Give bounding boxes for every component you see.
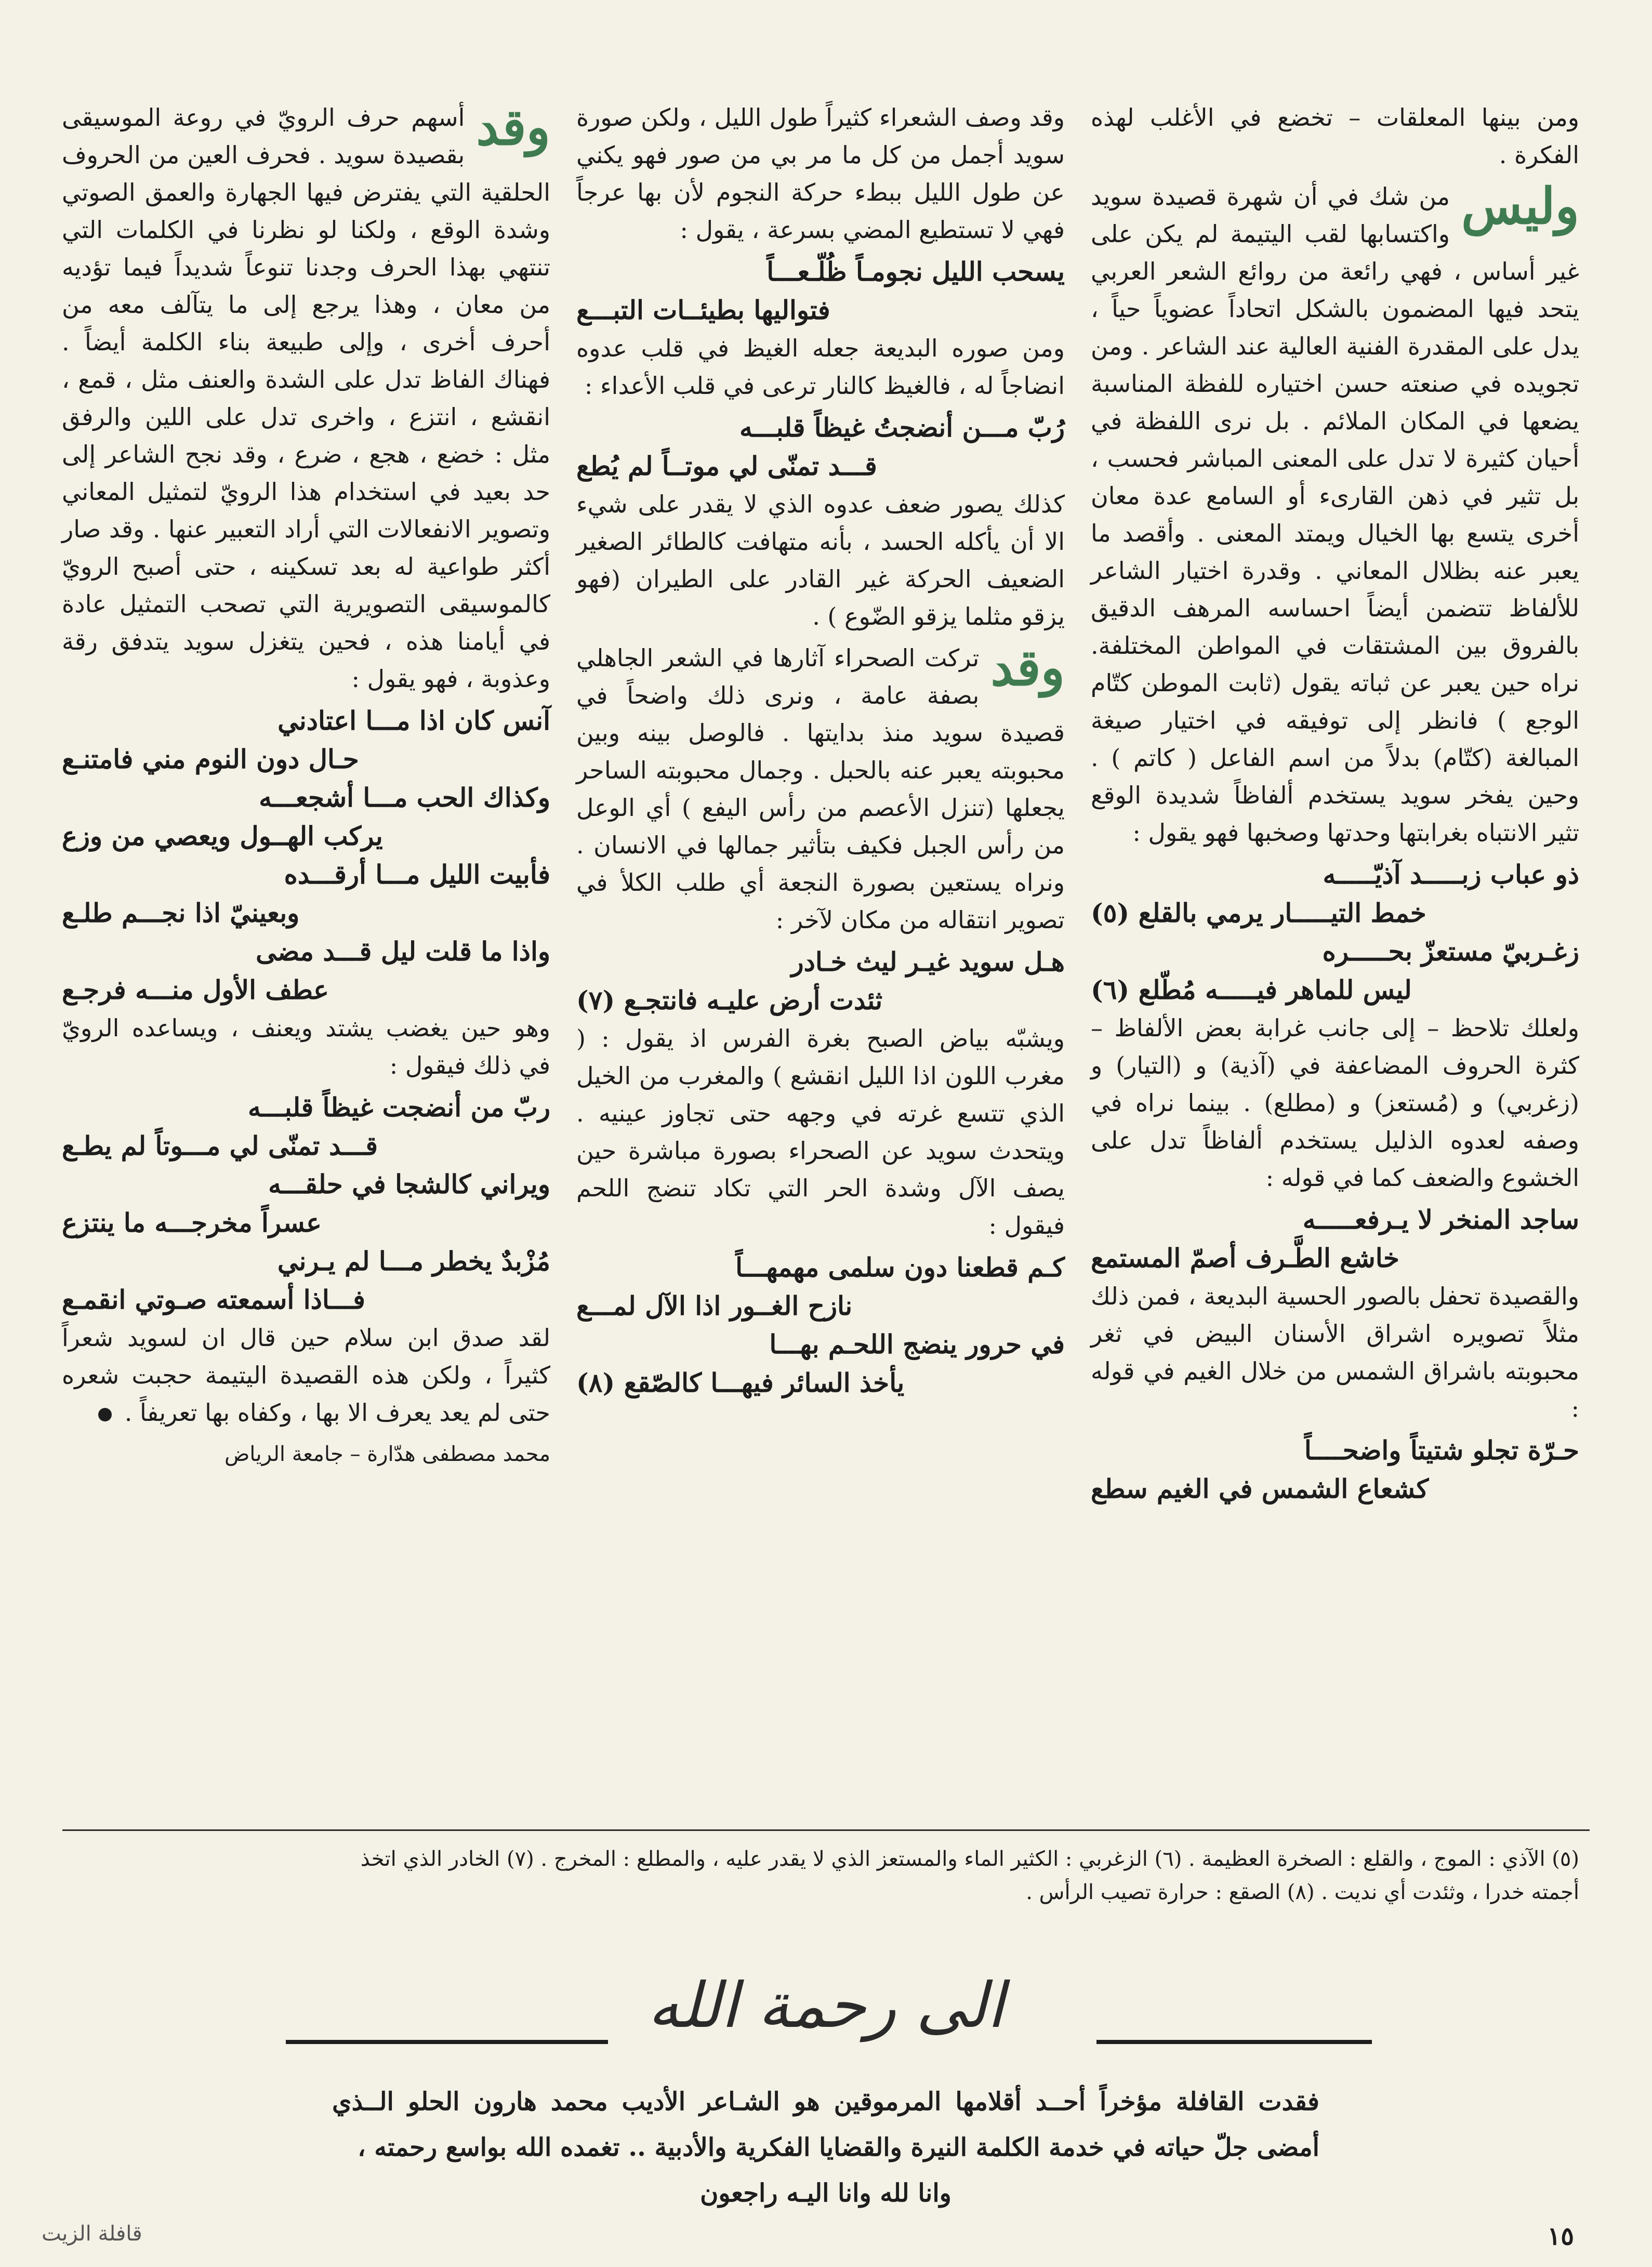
end-bullet-icon xyxy=(98,1408,112,1421)
obituary-rule-left xyxy=(286,2040,608,2044)
verse-block xyxy=(1091,855,1579,1009)
verse-block xyxy=(576,253,1065,329)
verse-block xyxy=(62,1088,550,1319)
footnote-line: (٥) الآذي : الموج ، والقلع : الصخرة العظيمة . (٦) الزغربي : الكثير الماء والمستعز الذي لا يقدر عليه ، والمطلع : المخرج . (٧) الخادر الذي اتخذ xyxy=(360,1847,1579,1871)
paragraph: ويشبّه بياض الصبح بغرة الفرس اذ يقول : ( مغرب اللون اذا الليل انقشع ) والمغرب من الخيل الذي تتسع غرته في وجهه حتى تجاوز عينيه . ويتحدث سويد عن الصحراء بصورة مباشرة حين يصف الآل وشدة الحر التي تكاد تنضج اللحم فيقول : xyxy=(576,1024,1065,1240)
column-right xyxy=(1091,99,1579,1508)
verse-hemistich-1: ذو عباب زبـــــد آذيّـــــه xyxy=(1323,859,1579,890)
verse-hemistich-2: يأخذ السائر فيهـــا كالصّقع (٨) xyxy=(576,1367,905,1398)
verse-hemistich-2: يركب الهــول ويعصي من وزع xyxy=(62,821,383,851)
footnote-line: أجمته خدرا ، وثئدت أي نديت . (٨) الصقع : حرارة تصيب الرأس . xyxy=(1026,1880,1579,1904)
verse-hemistich-2: كشعاع الشمس في الغيم سطع xyxy=(1091,1473,1429,1504)
verse-hemistich-1: وكذاك الحب مـــا أشجعـــه xyxy=(259,782,550,813)
drop-word: وقد xyxy=(476,98,550,156)
verse-hemistich-1: واذا ما قلت ليل قـــد مضى xyxy=(256,936,550,967)
verse-hemistich-1: يسحب الليل نجومـاً ظُلّـعـــاً xyxy=(766,256,1065,287)
obituary-rule-right xyxy=(1096,2040,1372,2044)
column-middle xyxy=(576,99,1065,1402)
paragraph: كذلك يصور ضعف عدوه الذي لا يقدر على شيء الا أن يأكله الحسد ، بأنه متهافت كالطائر الصغير الضعيف الحركة غير القادر على الطيران (فهو يزقو مثلما يزقو الضّوع ) . xyxy=(576,490,1065,630)
paragraph-text: لقد صدق ابن سلام حين قال ان لسويد شعراً كثيراً ، ولكن هذه القصيدة اليتيمة حجبت شعره حتى لم يعد يعرف الا بها ، وكفاه بها تعريفاً . xyxy=(62,1324,550,1427)
verse-hemistich-1: ويراني كالشجا في حلقـــه xyxy=(268,1169,550,1200)
paragraph: ومن صوره البديعة جعله الغيظ في قلب عدوه انضاجاً له ، فالغيظ كالنار ترعى في قلب الأعداء : xyxy=(576,334,1065,400)
paragraph xyxy=(62,99,550,697)
paragraph-text: من شك في أن شهرة قصيدة سويد واكتسابها لقب اليتيمة لم يكن على غير أساس ، فهي رائعة من روائع الشعر العربي يتحد فيها المضمون بالشكل اتحاداً عضوياً حياً ، يدل على المقدرة الفنية العالية عند الشاعر . ومن تجويده في صنعته حسن اختياره للفظة المناسبة يضعها في المكان الملائم . بل نرى اللفظة في أحيان كثيرة لا تدل على المعنى المباشر فحسب ، بل تثير في ذهن القارىء أو السامع عدة معان أخرى يتسع بها الخيال ويمتد المعنى . وأقصد ما يعبر عنه بظلال المعاني . وقدرة اختيار الشاعر للألفاظ تتضمن أيضاً احساسه المرهف الدقيق بالفروق بين المشتقات في المواطن المختلفة. نراه حين يعبر عن ثباته يقول (ثابت الموطن كتّام الوجع ) فانظر إلى توفيقه في اختيار صيغة المبالغة (كتّام) بدلاً من اسم الفاعل ( كاتم ) . وحين يفخر سويد يستخدم ألفاظاً شديدة الوقع تثير الانتباه بغرابتها وحدتها وصخبها فهو يقول : xyxy=(1091,182,1579,847)
drop-word: وليس xyxy=(1461,177,1579,235)
verse-block xyxy=(1091,1201,1579,1277)
verse-hemistich-1: ساجد المنخر لا يـرفعـــــه xyxy=(1302,1204,1579,1235)
paragraph-text: أسهم حرف الرويّ في روعة الموسيقى بقصيدة سويد . فحرف العين من الحروف الحلقية التي يفترض فيها الجهارة والعمق الصوتي وشدة الوقع ، ولكنا لو نظرنا في الكلمات التي تنتهي بهذا الحرف وجدنا تنوعاً شديداً فيما تؤديه من معان ، وهذا يرجع إلى ما يتآلف معه من أحرف أخرى ، وإلى طبيعة بناء الكلمة أيضاً . فهناك الفاظ تدل على الشدة والعنف مثل ، قمع ، انقشع ، انتزع ، واخرى تدل على اللين والرفق مثل : خضع ، هجع ، ضرع ، وقد نجح الشاعر إلى حد بعيد في استخدام هذا الرويّ لتمثيل المعاني وتصوير الانفعالات التي أراد التعبير عنها . وقد صار أكثر طواعية له بعد تسكينه ، حتى أصبح الرويّ كالموسيقى التصويرية التي تصحب التمثيل عادة في أيامنا هذه ، فحين يتغزل سويد يتدفق رقة وعذوبة ، فهو يقول : xyxy=(62,103,550,693)
verse-hemistich-2: خاشع الطَّـرف أصمّ المستمع xyxy=(1091,1243,1399,1273)
drop-word: وقد xyxy=(990,638,1065,697)
verse-hemistich-1: ربّ من أنضجت غيظاً قلبـــه xyxy=(247,1092,550,1123)
verse-block xyxy=(576,1248,1065,1402)
verse-hemistich-1: مُزْبدٌ يخطر مـــا لم يـرني xyxy=(277,1246,550,1276)
verse-hemistich-1: حـرّة تجلو شتيتاً واضحــــاً xyxy=(1304,1435,1579,1466)
intro-paragraph: ومن بينها المعلقات – تخضع في الأغلب لهذه الفكرة . xyxy=(1091,103,1579,169)
verse-hemistich-1: كـم قطعنا دون سلمى مهمهـــاً xyxy=(735,1252,1065,1283)
verse-hemistich-1: هـل سويد غيـر ليث خـادر xyxy=(791,946,1065,977)
footnotes xyxy=(72,1842,1579,1909)
paragraph-text: تركت الصحراء آثارها في الشعر الجاهلي بصفة عامة ، ونرى ذلك واضحاً في قصيدة سويد منذ بدايتها . فالوصل بينه وبين محبوبته يعبر عنه بالحبل . وجمال محبوبته الساحر يجعلها (تنزل الأعصم من رأس اليفع ) أي الوعل من رأس الجبل فكيف بتأثير جمالها في الانسان . ونراه يستعين بصورة النجعة أي طلب الكلأ في تصوير انتقاله من مكان لآخر : xyxy=(576,644,1065,934)
verse-hemistich-1: زغـربيّ مستعزّ بحـــــره xyxy=(1322,936,1579,967)
verse-block xyxy=(576,943,1065,1020)
verse-hemistich-2: قـــد تمنّى لي مـــوتاً لم يطـع xyxy=(62,1130,378,1161)
verse-hemistich-2: ثئدت أرض عليـه فانتجـع (٧) xyxy=(576,985,883,1016)
verse-block xyxy=(1091,1431,1579,1508)
paragraph xyxy=(62,1319,550,1431)
verse-hemistich-2: عسراً مخرجـــه ما ينتزع xyxy=(62,1207,322,1238)
obituary-body: فقدت القافلة مؤخراً أحــد أقلامها المرموقين هو الشـاعر الأديب محمد هارون الحلو الــذي أمضى جلّ حياته في خدمة الكلمة النيرة والقضايا الفكرية والأدبية .. تغمده الله بواسع رحمته ، xyxy=(332,2087,1319,2162)
verse-hemistich-1: فأبيت الليل مـــا أرقـــده xyxy=(284,859,550,890)
verse-hemistich-2: فـــاذا أسمعته صـوتي انقمـع xyxy=(62,1284,365,1315)
verse-hemistich-2: نازح الغــور اذا الآل لمـــع xyxy=(576,1290,853,1321)
paragraph: والقصيدة تحفل بالصور الحسية البديعة ، فمن ذلك مثلاً تصويره اشراق الأسنان البيض في ثغر محبوبته باشراق الشمس من خلال الغيم في قوله : xyxy=(1091,1282,1579,1422)
verse-hemistich-1: آنس كان اذا مـــا اعتادني xyxy=(277,705,550,736)
obituary-title: الى رحمة الله xyxy=(647,1970,1005,2042)
author-byline: محمد مصطفى هدّارة – جامعة الرياض xyxy=(224,1442,550,1466)
paragraph xyxy=(1091,178,1579,851)
column-left xyxy=(62,99,550,1477)
verse-hemistich-1: رُبّ مـــن أنضجتُ غيظاً قلبـــه xyxy=(739,412,1065,443)
verse-hemistich-1: في حرور ينضج اللحـم بهـــا xyxy=(769,1329,1065,1360)
verse-block xyxy=(62,702,550,1009)
paragraph: وهو حين يغضب يشتد ويعنف ، ويساعده الرويّ في ذلك فيقول : xyxy=(62,1014,550,1079)
magazine-name: قافلة الزيت xyxy=(42,2222,142,2246)
verse-hemistich-2: ليس للماهر فيـــــه مُطّلع (٦) xyxy=(1091,974,1412,1005)
paragraph: ولعلك تلاحظ – إلى جانب غرابة بعض الألفاظ – كثرة الحروف المضاعفة في (آذية) و (التيار) و (زغربي) و (مُستعز) و (مطلع) . بينما نراه في وصفه لعدوه الذليل يستخدم ألفاظاً تدل على الخشوع والضعف كما في قوله : xyxy=(1091,1014,1579,1192)
footnote-divider xyxy=(62,1829,1590,1831)
verse-block xyxy=(576,408,1065,485)
paragraph xyxy=(576,639,1065,939)
verse-hemistich-2: خمط التيـــــار يرمي بالقلع (٥) xyxy=(1091,898,1426,928)
verse-hemistich-2: وبعينيّ اذا نجـــم طلـع xyxy=(62,898,300,928)
verse-hemistich-2: عطف الأول منـــه فرجـع xyxy=(62,974,329,1005)
page-number: ١٥ xyxy=(1547,2222,1574,2251)
verse-hemistich-2: قـــد تمنّى لي موتــاً لم يُطع xyxy=(576,451,877,481)
obituary-closing: وانا لله وانا اليـه راجعون xyxy=(700,2179,951,2208)
verse-hemistich-2: حـال دون النوم مني فامتنـع xyxy=(62,744,359,774)
paragraph: وقد وصف الشعراء كثيراً طول الليل ، ولكن صورة سويد أجمل من كل ما مر بي من صور فهو يكني عن طول الليل ببطء حركة النجوم لأن بها عرجاً فهي لا تستطيع المضي بسرعة ، يقول : xyxy=(576,103,1065,244)
obituary-text xyxy=(332,2079,1319,2216)
verse-hemistich-2: فتواليها بطيئــات التبـــع xyxy=(576,295,830,325)
